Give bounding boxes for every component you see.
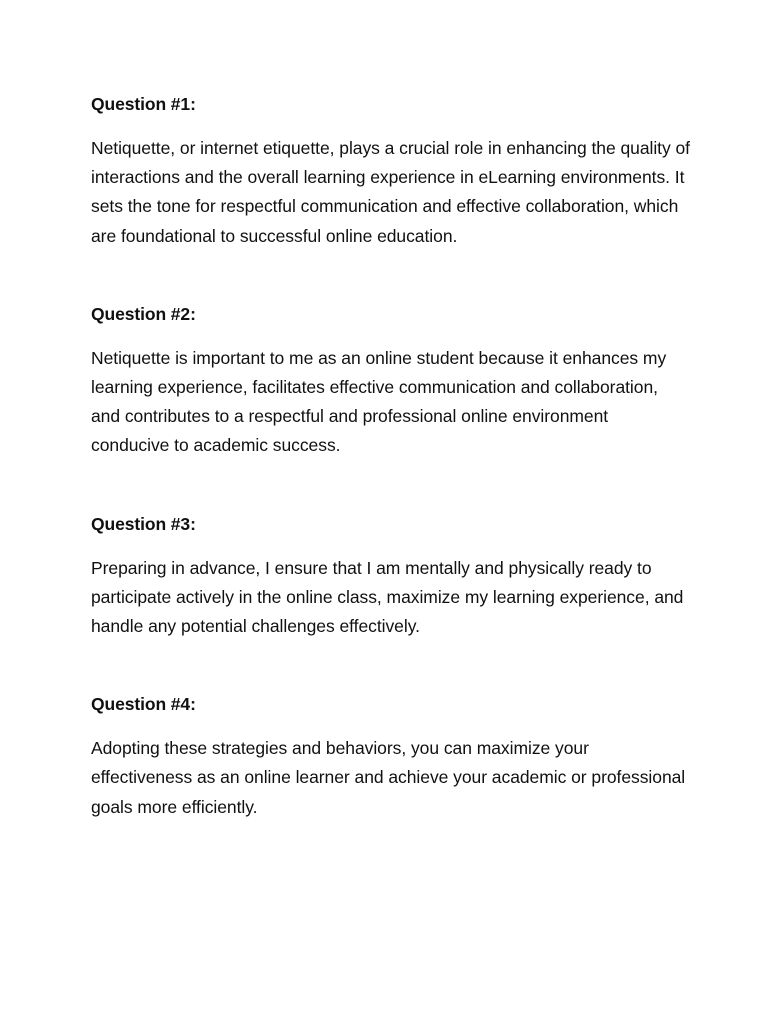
answer-paragraph: Netiquette, or internet etiquette, plays a crucial role in enhancing the quality of interactions and the overall learning experience in eLearning environments. It sets the tone for respectful communication and effective collaboration, which are foundational to successful online education.	[91, 138, 690, 246]
document-body	[91, 92, 691, 873]
question-heading: Question #4:	[91, 694, 196, 715]
question-heading: Question #3:	[91, 513, 196, 534]
question-section-3	[91, 512, 691, 642]
question-heading: Question #2:	[91, 303, 196, 324]
question-section-4	[91, 692, 691, 822]
answer-paragraph: Netiquette is important to me as an online student because it enhances my learning experience, facilitates effective communication and collaboration, and contributes to a respectful and professional online environment conducive to academic success.	[91, 347, 667, 456]
question-section-1	[91, 92, 691, 251]
question-section-2	[91, 302, 691, 461]
answer-paragraph: Adopting these strategies and behaviors, you can maximize your effectiveness as an online learner and achieve your academic or professional goals more efficiently.	[91, 738, 686, 817]
answer-paragraph: Preparing in advance, I ensure that I am mentally and physically ready to participate actively in the online class, maximize my learning experience, and handle any potential challenges effectively.	[91, 557, 684, 637]
question-heading: Question #1:	[91, 94, 196, 114]
